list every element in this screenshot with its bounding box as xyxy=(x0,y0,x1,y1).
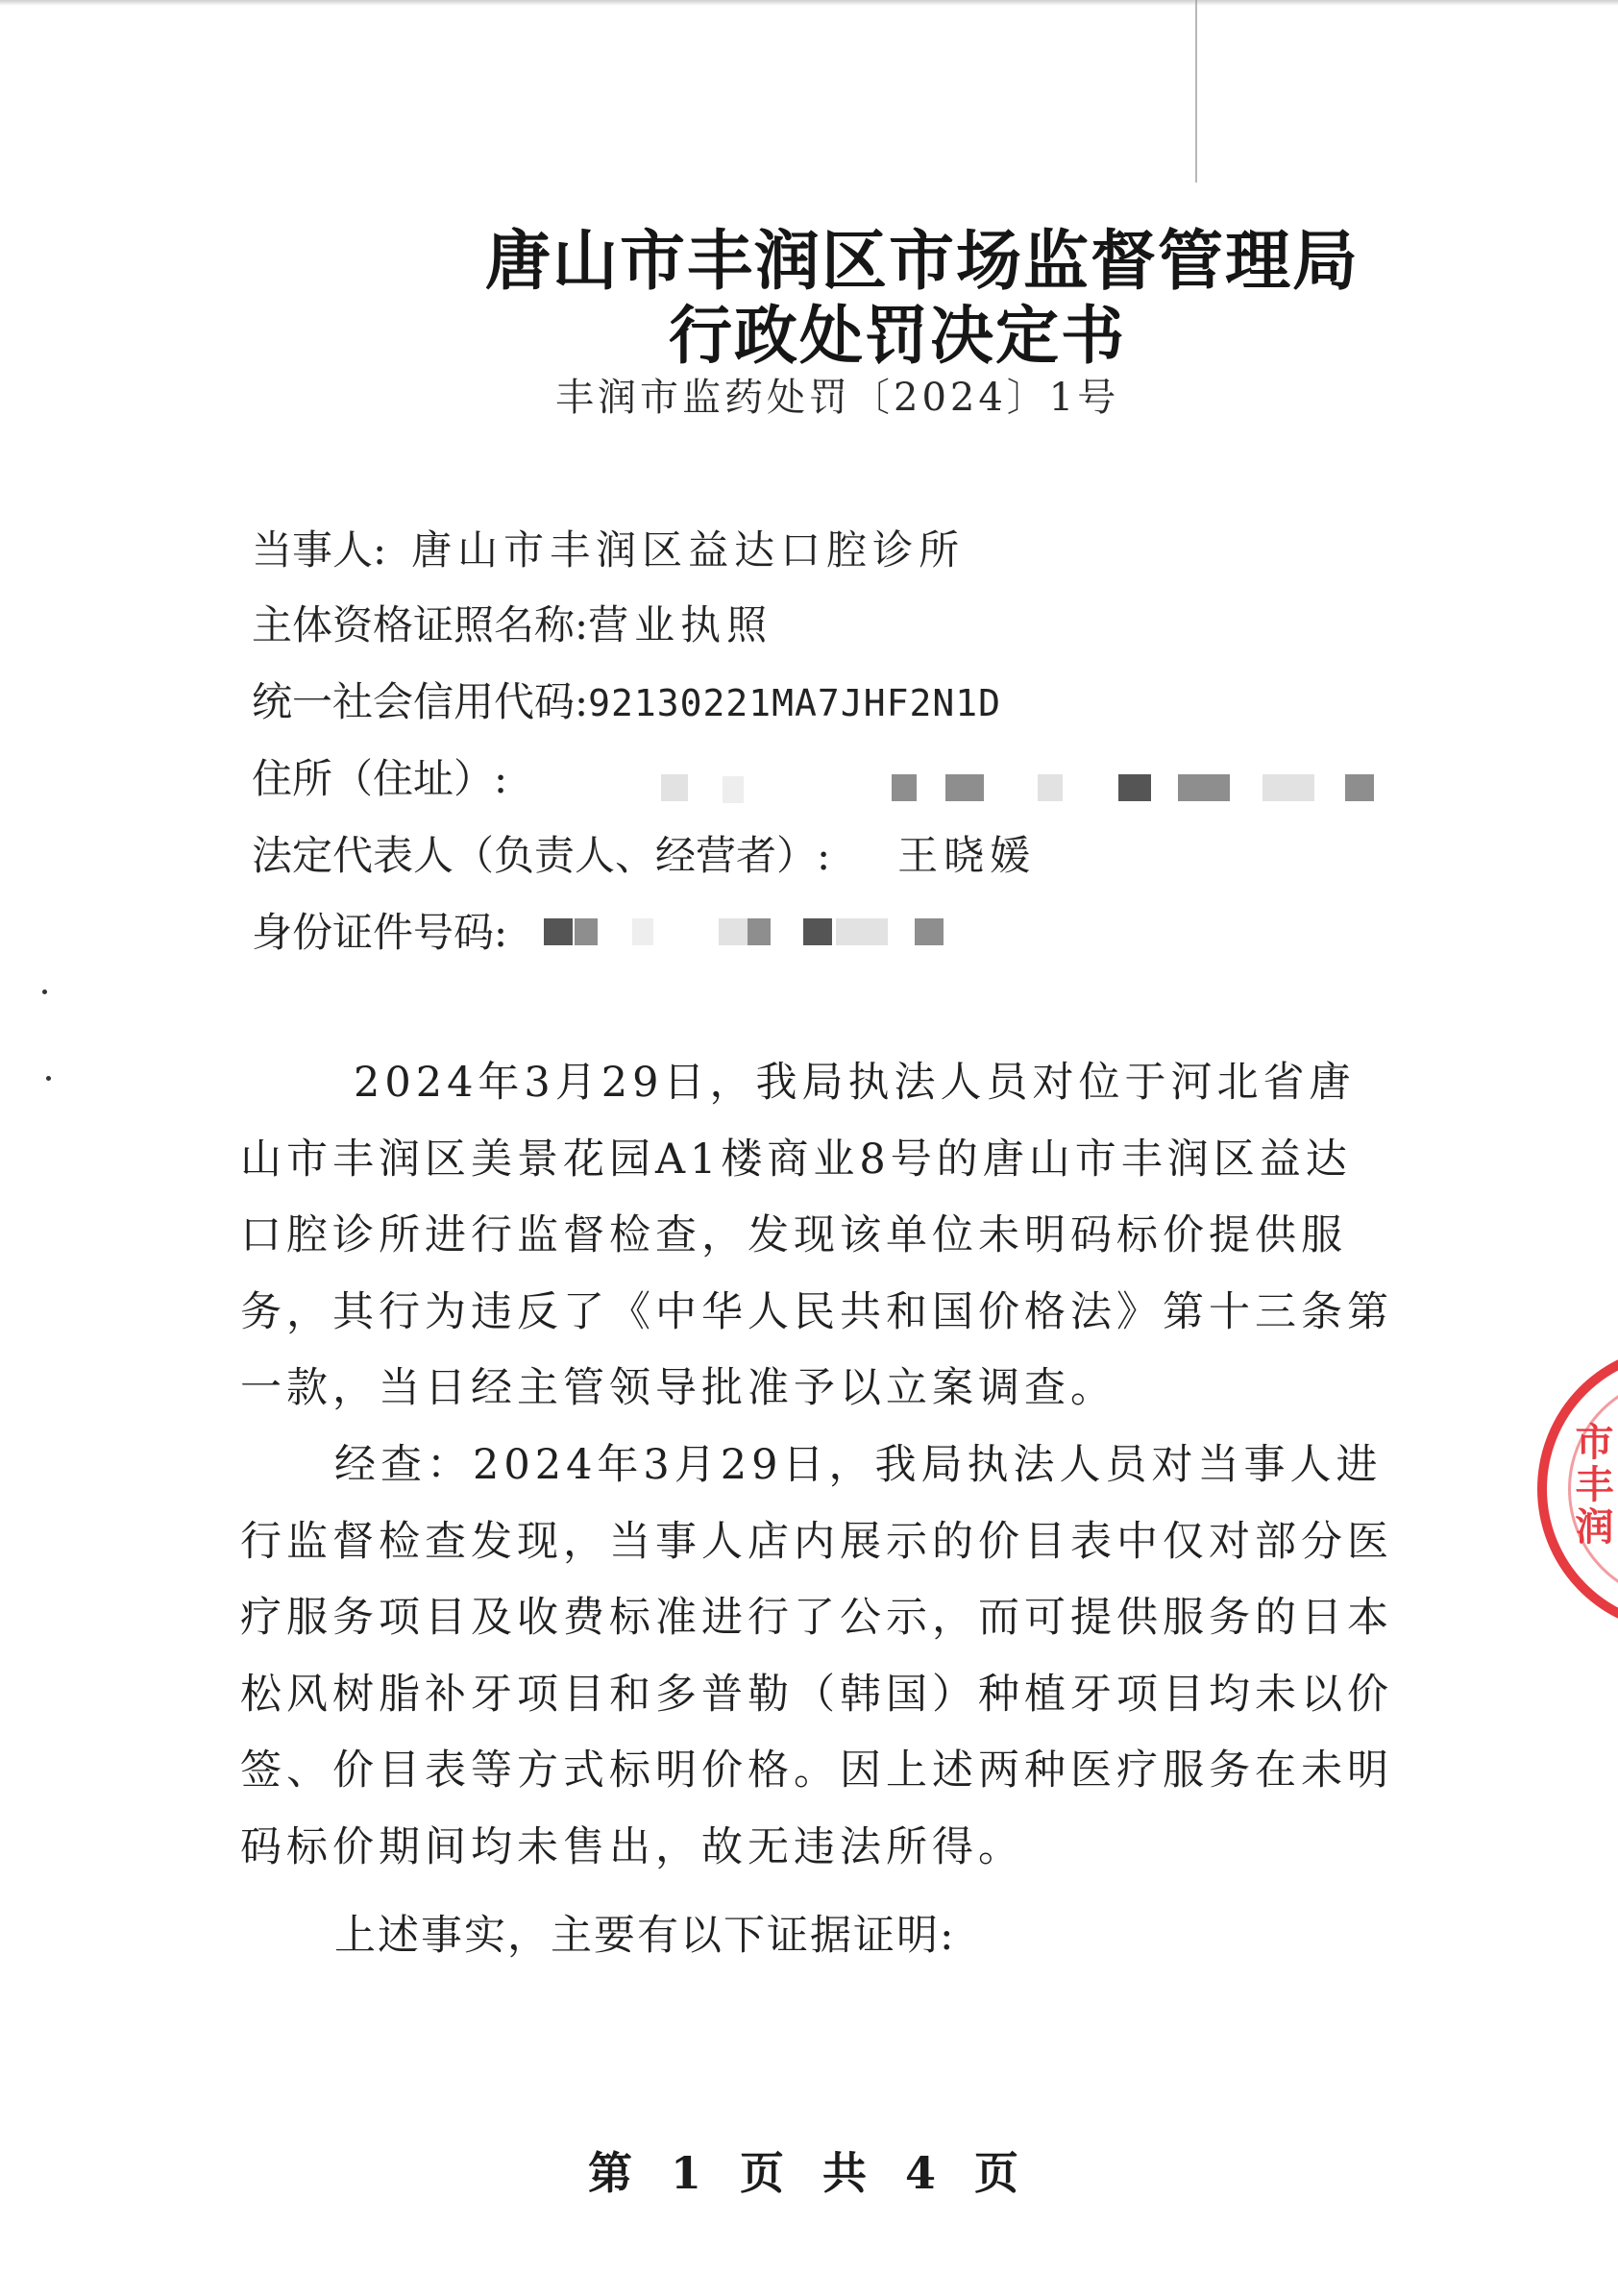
license-value: 营业执照 xyxy=(588,601,773,648)
address-field xyxy=(252,747,507,805)
legal-rep-field xyxy=(252,824,1036,882)
document-title-line2: 行政处罚决定书 xyxy=(669,298,1126,373)
scan-speck xyxy=(46,1076,51,1081)
official-seal xyxy=(1537,1345,1618,1633)
document-title-line1: 唐山市丰润区市场监督管理局 xyxy=(485,223,1361,300)
id-number-label: 身份证件号码: xyxy=(252,909,508,956)
scan-speck xyxy=(42,989,47,994)
credit-code-label: 统一社会信用代码: xyxy=(252,678,589,725)
license-label: 主体资格证照名称: xyxy=(252,601,589,648)
credit-code-field xyxy=(252,671,1001,728)
legal-rep-label: 法定代表人（负责人、经营者）: xyxy=(252,832,831,879)
paragraph-case-filing: 2024年3月29日，我局执法人员对位于河北省唐山市丰润区美景花园A1楼商业8号的唐山市丰润区益达口腔诊所进行监督检查，发现该单位未明码标价提供服务，其行为违反了《中华人民共和国价格法》第十三条第一款，当日经主管领导批准予以立案调查。 xyxy=(240,1059,1393,1412)
document-number: 丰润市监药处罚〔2024〕1号 xyxy=(555,376,1120,420)
legal-rep-value: 王晓媛 xyxy=(897,832,1037,879)
credit-code-value: 92130221MA7JHF2N1D xyxy=(588,682,1001,724)
party-field xyxy=(252,519,965,576)
party-value: 唐山市丰润区益达口腔诊所 xyxy=(411,526,966,574)
address-label: 住所（住址）: xyxy=(252,755,508,802)
paragraph-investigation: 经查：2024年3月29日，我局执法人员对当事人进行监督检查发现，当事人店内展示的价目表中仅对部分医疗服务项目及收费标准进行了公示，而可提供服务的日本松风树脂补牙项目和多普勒（韩国）种植牙项目均未以价签、价目表等方式标明价格。因上述两种医疗服务在未明码标价期间均未售出，故无违法所得。 xyxy=(240,1441,1393,1871)
id-number-field xyxy=(252,901,507,959)
license-field xyxy=(252,594,772,651)
page-number: 第 1 页 共 4 页 xyxy=(587,2147,1031,2199)
party-label: 当事人: xyxy=(252,526,387,574)
paper-fold-line xyxy=(1195,0,1197,183)
official-seal-text: 市丰润 xyxy=(1569,1422,1614,1549)
paragraph-evidence-intro: 上述事实，主要有以下证据证明: xyxy=(334,1912,956,1960)
scan-edge xyxy=(0,0,1618,6)
